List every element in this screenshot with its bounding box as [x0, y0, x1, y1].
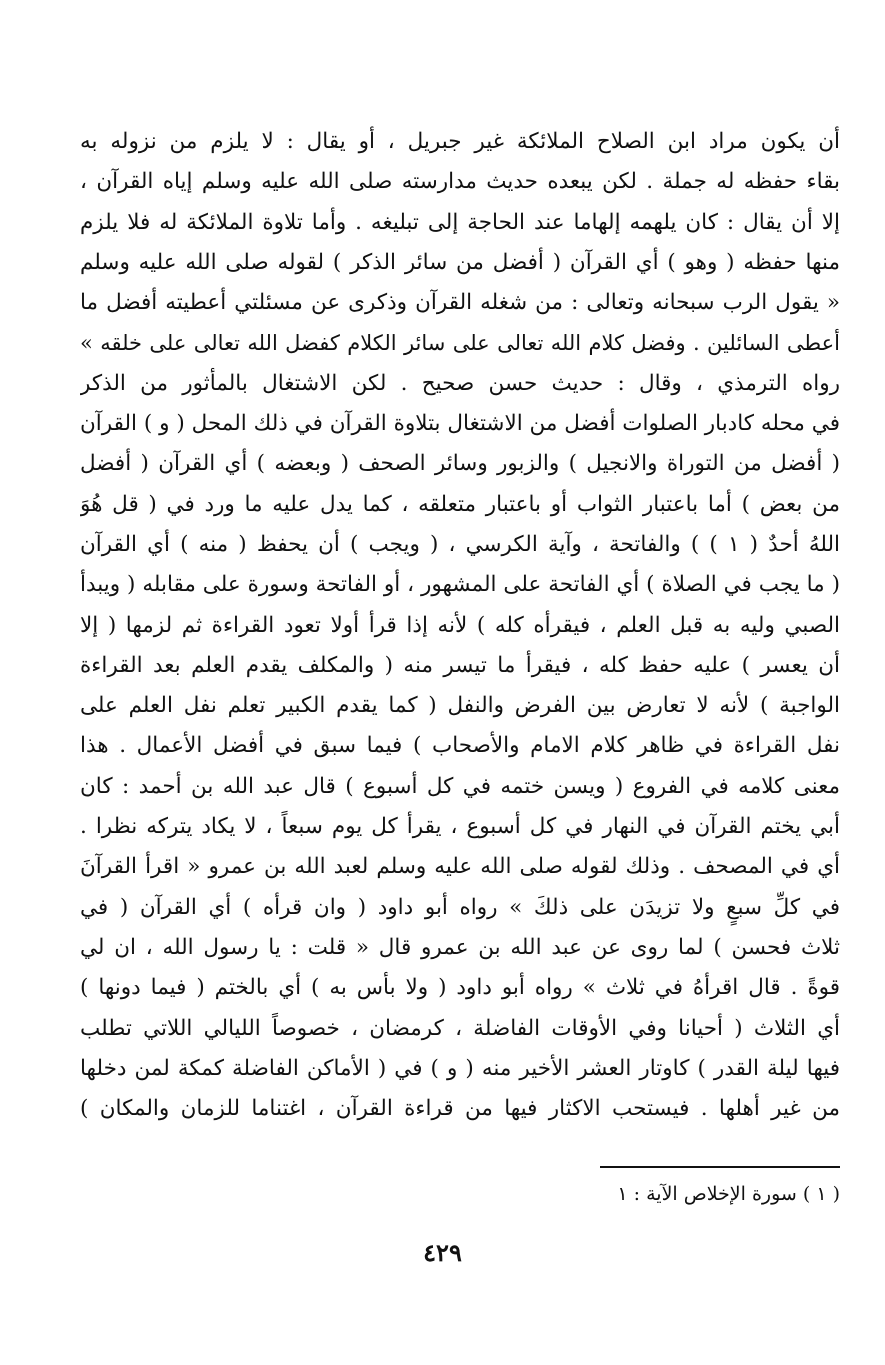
text-line: الواجبة ) لأنه لا تعارض بين الفرض والنفل ( كما يقدم الكبير تعلم نفل العلم على [80, 693, 840, 719]
text-line: إلا أن يقال : كان يلهمه إلهاما عند الحاجة إلى تبليغه . وأما تلاوة الملائكة له فلا يلزم [80, 209, 840, 235]
page-number: ٤٢٩ [423, 1238, 462, 1267]
text-line: من بعض ) أما باعتبار الثواب أو باعتبار متعلقه ، كما يدل عليه ما ورد في ( قل هُوَ [80, 491, 840, 517]
text-line: اللهُ أحدٌ ( ١ ) ) والفاتحة ، وآية الكرسي ، ( ويجب ) أن يحفظ ( منه ) أي القرآن [80, 531, 840, 557]
text-line: أي الثلاث ( أحيانا وفي الأوقات الفاضلة ، كرمضان ، خصوصاً الليالي اللاتي تطلب [80, 1015, 840, 1041]
text-line: معنى كلامه في الفروع ( ويسن ختمه في كل أسبوع ) قال عبد الله بن أحمد : كان [80, 773, 840, 799]
text-line: منها حفظه ( وهو ) أي القرآن ( أفضل من سائر الذكر ) لقوله صلى الله عليه وسلم [80, 249, 840, 275]
footnote-divider [600, 1166, 840, 1168]
text-line: رواه الترمذي ، وقال : حديث حسن صحيح . لكن الاشتغال بالمأثور من الذكر [80, 370, 840, 396]
main-text-block [80, 122, 840, 1129]
text-line: الصبي وليه به قبل العلم ، فيقرأه كله ) لأنه إذا قرأ أولا تعود القراءة ثم لزمها ( إلا [80, 612, 840, 638]
text-line: « يقول الرب سبحانه وتعالى : من شغله القرآن وذكرى عن مسئلتي أعطيته أفضل ما [80, 290, 840, 316]
text-line: قوةً . قال اقرأهُ في ثلاث » رواه أبو داود ( ولا بأس به ) أي بالختم ( فيما دونها ) [80, 975, 840, 1001]
text-line: نفل القراءة في ظاهر كلام الامام والأصحاب ) فيما سبق في أفضل الأعمال . هذا [80, 733, 840, 759]
text-line: ثلاث فحسن ) لما روى عن عبد الله بن عمرو قال « قلت : يا رسول الله ، ان لي [80, 934, 840, 960]
text-line: في محله كادبار الصلوات أفضل من الاشتغال بتلاوة القرآن في ذلك المحل ( و ) القرآن [80, 411, 840, 437]
footnote: ( ١ ) سورة الإخلاص الآية : ١ [617, 1183, 840, 1205]
text-line: من غير أهلها . فيستحب الاكثار فيها من قراءة القرآن ، اغتناما للزمان والمكان ) [80, 1096, 840, 1122]
text-line: أن يكون مراد ابن الصلاح الملائكة غير جبريل ، أو يقال : لا يلزم من نزوله به [80, 129, 840, 154]
text-line: أن يعسر ) عليه حفظ كله ، فيقرأ ما تيسر منه ( والمكلف يقدم العلم بعد القراءة [80, 652, 840, 678]
text-line: بقاء حفظه له جملة . لكن يبعده حديث مدارسته صلى الله عليه وسلم إياه القرآن ، [80, 169, 840, 195]
text-line: في كلِّ سبعٍ ولا تزيدَن على ذلكَ » رواه أبو داود ( وان قرأه ) أي القرآن ( في [80, 894, 840, 920]
text-line: أبي يختم القرآن في النهار في كل أسبوع ، يقرأ كل يوم سبعاً ، لا يكاد يتركه نظرا . [80, 814, 840, 840]
text-line: ( ما يجب في الصلاة ) أي الفاتحة على المشهور ، أو الفاتحة وسورة على مقابله ( ويبدأ [80, 572, 840, 598]
text-line: ( أفضل من التوراة والانجيل ) والزبور وسائر الصحف ( وبعضه ) أي القرآن ( أفضل [80, 451, 840, 477]
text-line: أعطى السائلين . وفضل كلام الله تعالى على سائر الكلام كفضل الله تعالى على خلقه » [80, 331, 840, 356]
text-line: فيها ليلة القدر ) كاوتار العشر الأخير منه ( و ) في ( الأماكن الفاضلة كمكة لمن دخلها [80, 1055, 840, 1081]
text-line: أي في المصحف . وذلك لقوله صلى الله عليه وسلم لعبد الله بن عمرو « اقرأ القرآنَ [80, 854, 840, 880]
